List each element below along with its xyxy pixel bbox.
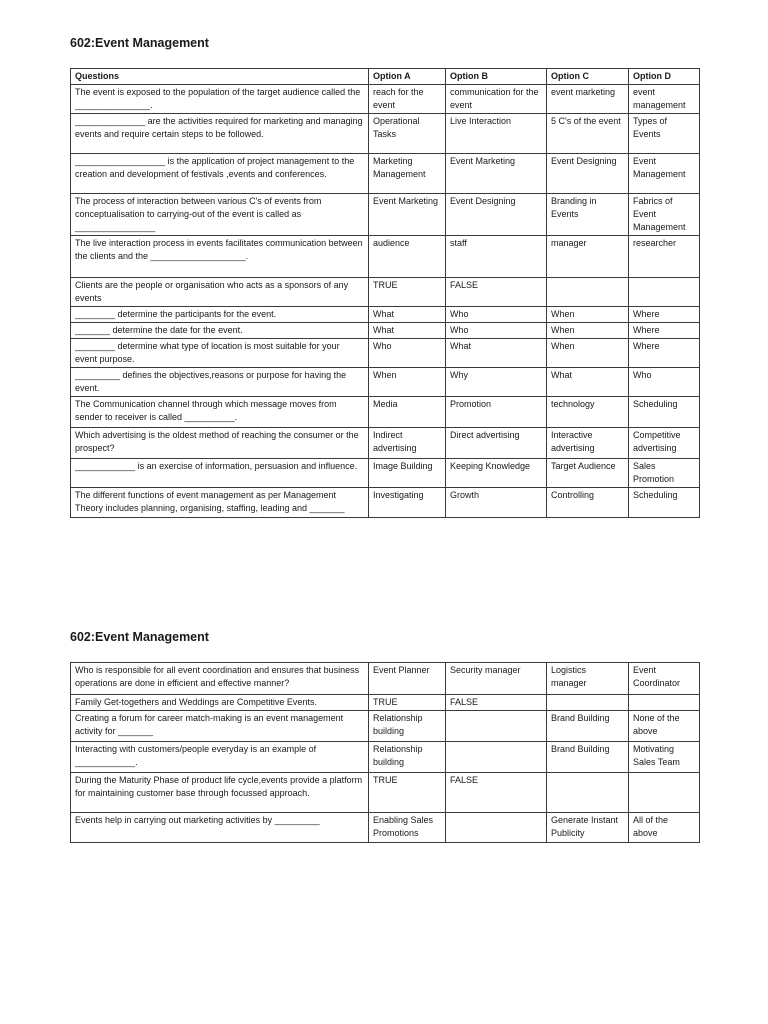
option-d-cell: Where: [629, 323, 700, 339]
option-a-cell: Marketing Management: [369, 154, 446, 194]
option-b-cell: FALSE: [446, 695, 547, 711]
option-b-cell: Promotion: [446, 397, 547, 428]
option-d-cell: Event Management: [629, 154, 700, 194]
header-option-b: Option B: [446, 69, 547, 85]
option-d-cell: Types of Events: [629, 114, 700, 154]
option-a-cell: When: [369, 368, 446, 397]
table-row: [71, 488, 700, 518]
option-a-cell: Enabling Sales Promotions: [369, 813, 446, 843]
header-option-d: Option D: [629, 69, 700, 85]
option-b-cell: [446, 711, 547, 742]
option-b-cell: Live Interaction: [446, 114, 547, 154]
option-c-cell: Event Designing: [547, 154, 629, 194]
question-cell: Clients are the people or organisation who acts as a sponsors of any events: [71, 278, 369, 307]
option-b-cell: Why: [446, 368, 547, 397]
option-c-cell: 5 C's of the event: [547, 114, 629, 154]
option-d-cell: Event Coordinator: [629, 663, 700, 695]
question-cell: The process of interaction between various C's of events from conceptualisation to carrying-out of the event is called as ________________: [71, 194, 369, 236]
option-c-cell: Interactive advertising: [547, 428, 629, 459]
table-row: [71, 663, 700, 695]
option-b-cell: staff: [446, 236, 547, 278]
table-row: [71, 194, 700, 236]
option-c-cell: [547, 773, 629, 813]
option-a-cell: Indirect advertising: [369, 428, 446, 459]
table-header-row: [71, 69, 700, 85]
option-a-cell: TRUE: [369, 695, 446, 711]
table-row: [71, 397, 700, 428]
option-a-cell: What: [369, 323, 446, 339]
option-a-cell: audience: [369, 236, 446, 278]
question-cell: __________________ is the application of project management to the creation and development of festivals ,events and conferences.: [71, 154, 369, 194]
option-a-cell: TRUE: [369, 278, 446, 307]
option-c-cell: Controlling: [547, 488, 629, 518]
question-cell: _______ determine the date for the event.: [71, 323, 369, 339]
option-b-cell: Event Designing: [446, 194, 547, 236]
header-option-c: Option C: [547, 69, 629, 85]
header-option-a: Option A: [369, 69, 446, 85]
table-row: [71, 236, 700, 278]
table-row: [71, 428, 700, 459]
question-cell: Which advertising is the oldest method of reaching the consumer or the prospect?: [71, 428, 369, 459]
option-c-cell: [547, 278, 629, 307]
question-cell: ________ determine the participants for the event.: [71, 307, 369, 323]
question-cell: ________ determine what type of location is most suitable for your event purpose.: [71, 339, 369, 368]
option-a-cell: Image Building: [369, 459, 446, 488]
question-cell: ____________ is an exercise of information, persuasion and influence.: [71, 459, 369, 488]
table-row: [71, 368, 700, 397]
option-b-cell: Who: [446, 323, 547, 339]
option-b-cell: Event Marketing: [446, 154, 547, 194]
option-c-cell: event marketing: [547, 85, 629, 114]
question-cell: Interacting with customers/people everyday is an example of ____________.: [71, 742, 369, 773]
option-a-cell: Event Planner: [369, 663, 446, 695]
option-a-cell: TRUE: [369, 773, 446, 813]
option-d-cell: event management: [629, 85, 700, 114]
option-d-cell: [629, 278, 700, 307]
question-cell: Family Get-togethers and Weddings are Competitive Events.: [71, 695, 369, 711]
page-title: 602:Event Management: [70, 630, 209, 644]
question-cell: Events help in carrying out marketing activities by _________: [71, 813, 369, 843]
option-a-cell: Relationship building: [369, 742, 446, 773]
table-row: [71, 114, 700, 154]
option-c-cell: When: [547, 339, 629, 368]
option-a-cell: Event Marketing: [369, 194, 446, 236]
option-b-cell: Who: [446, 307, 547, 323]
option-b-cell: Keeping Knowledge: [446, 459, 547, 488]
question-cell: Creating a forum for career match-making is an event management activity for _______: [71, 711, 369, 742]
question-cell: The event is exposed to the population of the target audience called the _______________.: [71, 85, 369, 114]
question-cell: The live interaction process in events facilitates communication between the clients and the ___________________.: [71, 236, 369, 278]
table-row: [71, 339, 700, 368]
option-b-cell: [446, 742, 547, 773]
header-questions: Questions: [71, 69, 369, 85]
option-c-cell: Logistics manager: [547, 663, 629, 695]
option-d-cell: Where: [629, 339, 700, 368]
option-b-cell: Growth: [446, 488, 547, 518]
option-c-cell: Target Audience: [547, 459, 629, 488]
table-row: [71, 711, 700, 742]
table-row: [71, 742, 700, 773]
option-d-cell: Fabrics of Event Management: [629, 194, 700, 236]
option-c-cell: [547, 695, 629, 711]
question-cell: _________ defines the objectives,reasons or purpose for having the event.: [71, 368, 369, 397]
option-d-cell: [629, 695, 700, 711]
question-table-1: [70, 68, 700, 518]
option-b-cell: FALSE: [446, 278, 547, 307]
option-b-cell: FALSE: [446, 773, 547, 813]
option-d-cell: Scheduling: [629, 488, 700, 518]
option-c-cell: When: [547, 323, 629, 339]
option-a-cell: What: [369, 307, 446, 323]
option-c-cell: Brand Building: [547, 711, 629, 742]
question-table-2: [70, 662, 700, 843]
option-a-cell: Relationship building: [369, 711, 446, 742]
option-c-cell: When: [547, 307, 629, 323]
table-row: [71, 278, 700, 307]
table-row: [71, 813, 700, 843]
option-d-cell: Scheduling: [629, 397, 700, 428]
option-d-cell: None of the above: [629, 711, 700, 742]
option-d-cell: Where: [629, 307, 700, 323]
page-title: 602:Event Management: [70, 36, 209, 50]
question-cell: Who is responsible for all event coordination and ensures that business operations are done in efficient and effective manner?: [71, 663, 369, 695]
question-cell: The Communication channel through which message moves from sender to receiver is called __________.: [71, 397, 369, 428]
option-a-cell: reach for the event: [369, 85, 446, 114]
option-d-cell: Sales Promotion: [629, 459, 700, 488]
option-a-cell: Who: [369, 339, 446, 368]
option-a-cell: Media: [369, 397, 446, 428]
option-b-cell: What: [446, 339, 547, 368]
option-b-cell: [446, 813, 547, 843]
option-c-cell: manager: [547, 236, 629, 278]
option-b-cell: Security manager: [446, 663, 547, 695]
table-row: [71, 695, 700, 711]
option-d-cell: Who: [629, 368, 700, 397]
option-d-cell: All of the above: [629, 813, 700, 843]
question-cell: The different functions of event management as per Management Theory includes planning, organising, staffing, leading and _______: [71, 488, 369, 518]
table-row: [71, 85, 700, 114]
table-row: [71, 307, 700, 323]
option-c-cell: Branding in Events: [547, 194, 629, 236]
option-d-cell: Motivating Sales Team: [629, 742, 700, 773]
option-c-cell: What: [547, 368, 629, 397]
option-c-cell: Brand Building: [547, 742, 629, 773]
option-d-cell: Competitive advertising: [629, 428, 700, 459]
option-b-cell: Direct advertising: [446, 428, 547, 459]
question-cell: During the Maturity Phase of product life cycle,events provide a platform for maintaining customer base through focussed approach.: [71, 773, 369, 813]
option-d-cell: [629, 773, 700, 813]
option-c-cell: Generate Instant Publicity: [547, 813, 629, 843]
question-cell: ______________ are the activities required for marketing and managing events and require certain steps to be followed.: [71, 114, 369, 154]
table-row: [71, 459, 700, 488]
option-b-cell: communication for the event: [446, 85, 547, 114]
table-row: [71, 154, 700, 194]
option-d-cell: researcher: [629, 236, 700, 278]
option-a-cell: Operational Tasks: [369, 114, 446, 154]
option-a-cell: Investigating: [369, 488, 446, 518]
table-row: [71, 323, 700, 339]
option-c-cell: technology: [547, 397, 629, 428]
table-row: [71, 773, 700, 813]
